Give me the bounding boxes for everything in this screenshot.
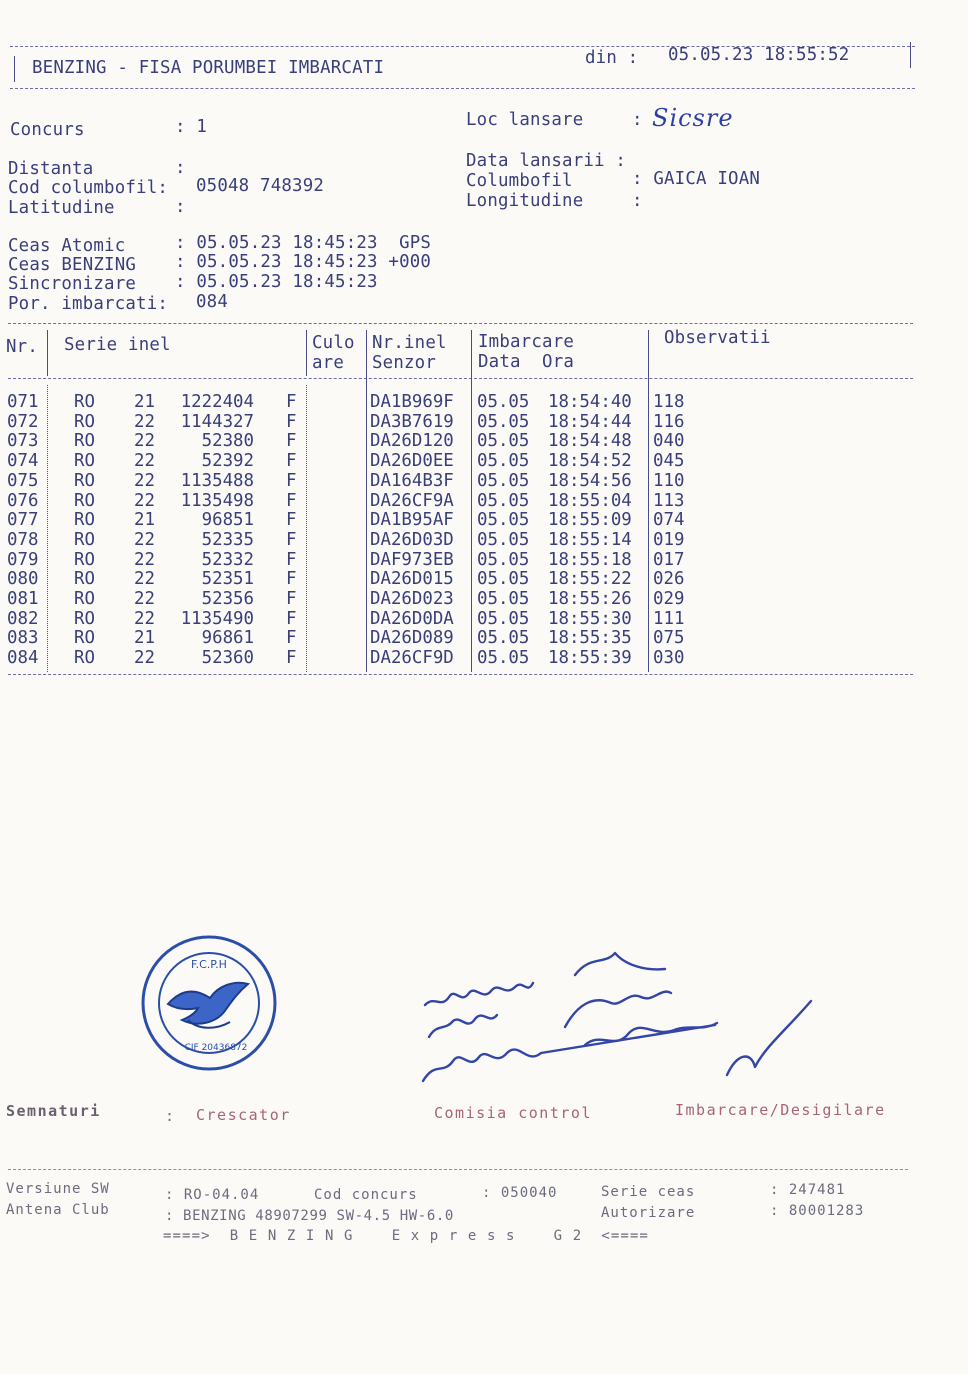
cell-nr: 082 — [7, 608, 39, 629]
cell-data: 05.05 — [477, 549, 530, 570]
cell-observatii: 074 — [653, 510, 685, 531]
cell-nr: 081 — [7, 589, 39, 609]
cell-ora: 18:55:39 — [548, 648, 632, 669]
cell-senzor: DA26D0DA — [370, 608, 454, 629]
cell-ora: 18:55:04 — [548, 490, 632, 511]
distanta-value: : — [175, 158, 186, 178]
cell-observatii: 113 — [653, 490, 685, 511]
cell-an: 22 — [134, 451, 155, 472]
cell-sex: F — [286, 470, 297, 491]
cell-ora: 18:54:44 — [548, 411, 632, 432]
imbarcare-desigilare-label: Imbarcare/Desigilare — [675, 1101, 886, 1119]
ceas-benzing-value: : 05.05.23 18:45:23 +000 — [175, 252, 432, 272]
table-row — [0, 628, 900, 648]
cell-inel: 52356 — [201, 589, 254, 609]
table-top-rule — [8, 323, 913, 324]
cell-nr: 075 — [7, 470, 39, 491]
cell-inel: 52380 — [201, 431, 254, 452]
semnaturi-colon: : — [165, 1107, 176, 1125]
cell-senzor: DA3B7619 — [370, 411, 454, 432]
cell-observatii: 111 — [653, 608, 685, 629]
cell-ora: 18:54:56 — [548, 470, 632, 491]
footer-rule — [8, 1169, 908, 1170]
latitudine-label: Latitudine — [8, 198, 115, 218]
table-row — [0, 451, 900, 471]
cell-nr: 083 — [7, 628, 39, 649]
cell-observatii: 118 — [653, 392, 685, 412]
header-imbarcare-2: Data Ora — [478, 352, 575, 372]
cell-tara: RO — [74, 569, 95, 590]
cell-observatii: 045 — [653, 451, 685, 472]
cell-sex: F — [286, 628, 297, 649]
cell-tara: RO — [74, 608, 95, 629]
cell-an: 21 — [134, 628, 155, 649]
cell-sex: F — [286, 431, 297, 452]
cell-ora: 18:55:14 — [548, 529, 632, 550]
crescator-label: Crescator — [196, 1106, 291, 1124]
cell-tara: RO — [74, 549, 95, 570]
cell-observatii: 017 — [653, 549, 685, 570]
serie-ceas-label: Serie ceas — [601, 1184, 696, 1200]
latitudine-value: : — [175, 197, 186, 217]
cell-data: 05.05 — [477, 529, 530, 550]
columbofil-value: : GAICA IOAN — [632, 169, 761, 189]
cod-columbofil-value: 05048 748392 — [196, 176, 325, 196]
benzing-express-banner: ====> B E N Z I N G E x p r e s s G 2 <==== — [163, 1228, 649, 1244]
cell-an: 22 — [134, 431, 155, 452]
cell-inel: 1135490 — [180, 608, 254, 629]
cell-an: 22 — [134, 549, 155, 570]
cell-data: 05.05 — [477, 569, 530, 590]
cod-columbofil-label: Cod columbofil: — [8, 178, 169, 198]
cell-senzor: DA26D023 — [370, 589, 454, 609]
cell-ora: 18:55:30 — [548, 608, 632, 629]
cell-nr: 080 — [7, 569, 39, 590]
ceas-atomic-value: : 05.05.23 18:45:23 GPS — [175, 233, 432, 253]
cell-senzor: DAF973EB — [370, 549, 454, 570]
cell-tara: RO — [74, 529, 95, 550]
cell-nr: 074 — [7, 451, 39, 472]
cell-tara: RO — [74, 470, 95, 491]
cell-senzor: DA164B3F — [370, 470, 454, 491]
table-col-divider — [306, 330, 307, 376]
table-row — [0, 510, 900, 530]
semnaturi-label: Semnaturi — [6, 1102, 101, 1120]
cell-inel: 1144327 — [180, 411, 254, 432]
cell-observatii: 019 — [653, 529, 685, 550]
cell-data: 05.05 — [477, 648, 530, 669]
cell-data: 05.05 — [477, 411, 530, 432]
cell-sex: F — [286, 490, 297, 511]
cell-senzor: DA1B969F — [370, 392, 454, 412]
cell-inel: 1135488 — [180, 470, 254, 491]
longitudine-value: : — [632, 191, 643, 211]
association-stamp — [138, 932, 280, 1074]
cell-ora: 18:55:09 — [548, 510, 632, 531]
cell-nr: 076 — [7, 490, 39, 511]
cell-inel: 52351 — [201, 569, 254, 590]
table-row — [0, 569, 900, 589]
cell-an: 22 — [134, 470, 155, 491]
table-row — [0, 550, 900, 570]
sincronizare-value: : 05.05.23 18:45:23 — [175, 272, 378, 292]
cell-an: 22 — [134, 529, 155, 550]
ceas-atomic-label: Ceas Atomic — [8, 236, 126, 256]
stamp-text-bottom: CIF 20436872 — [184, 1043, 248, 1053]
cell-tara: RO — [74, 628, 95, 649]
concurs-value: : 1 — [175, 117, 208, 137]
cell-data: 05.05 — [477, 392, 530, 412]
cell-data: 05.05 — [477, 608, 530, 629]
sincronizare-label: Sincronizare — [8, 274, 137, 294]
stamp-text-top: F.C.P.H — [191, 958, 227, 971]
ceas-benzing-label: Ceas BENZING — [8, 255, 137, 275]
cell-senzor: DA26D0EE — [370, 451, 454, 472]
cell-nr: 078 — [7, 529, 39, 550]
header-culoare-1: Culo — [312, 333, 355, 353]
cell-observatii: 026 — [653, 569, 685, 590]
autorizare-value: : 80001283 — [770, 1203, 865, 1219]
cell-tara: RO — [74, 431, 95, 452]
versiune-sw-value: : RO-04.04 — [165, 1187, 260, 1203]
cell-an: 22 — [134, 411, 155, 432]
cell-observatii: 075 — [653, 628, 685, 649]
cell-senzor: DA26D015 — [370, 569, 454, 590]
cell-sex: F — [286, 589, 297, 609]
header-right-bar — [910, 42, 911, 68]
cell-senzor: DA26CF9A — [370, 490, 454, 511]
table-bottom-rule — [8, 674, 913, 675]
longitudine-label: Longitudine — [466, 191, 584, 211]
cell-observatii: 116 — [653, 411, 685, 432]
cell-observatii: 110 — [653, 470, 685, 491]
print-date-value: 05.05.23 18:55:52 — [668, 45, 850, 65]
cell-data: 05.05 — [477, 431, 530, 452]
loc-lansare-colon: : — [632, 110, 643, 130]
cell-inel: 52360 — [201, 648, 254, 669]
header-serie-inel: Serie inel — [64, 335, 171, 355]
cell-inel: 96851 — [201, 510, 254, 531]
cell-nr: 079 — [7, 549, 39, 570]
cell-data: 05.05 — [477, 589, 530, 609]
concurs-label: Concurs — [10, 120, 85, 140]
cell-data: 05.05 — [477, 470, 530, 491]
table-row — [0, 412, 900, 432]
cell-sex: F — [286, 569, 297, 590]
cell-ora: 18:55:18 — [548, 549, 632, 570]
cell-observatii: 030 — [653, 648, 685, 669]
table-header-rule — [8, 378, 913, 379]
table-row — [0, 530, 900, 550]
header-nr-inel-1: Nr.inel — [372, 333, 447, 353]
cell-tara: RO — [74, 411, 95, 432]
cell-observatii: 040 — [653, 431, 685, 452]
autorizare-label: Autorizare — [601, 1205, 696, 1221]
cell-ora: 18:54:40 — [548, 392, 632, 412]
cell-senzor: DA26D03D — [370, 529, 454, 550]
table-row — [0, 392, 900, 412]
cell-sex: F — [286, 529, 297, 550]
cell-sex: F — [286, 648, 297, 669]
cell-inel: 52335 — [201, 529, 254, 550]
cell-inel: 1222404 — [180, 392, 254, 412]
cell-nr: 073 — [7, 431, 39, 452]
columbofil-label: Columbofil — [466, 171, 573, 191]
table-row — [0, 431, 900, 451]
cell-nr: 077 — [7, 510, 39, 531]
cell-tara: RO — [74, 490, 95, 511]
cod-concurs-value: : 050040 — [482, 1185, 558, 1201]
cell-data: 05.05 — [477, 628, 530, 649]
cell-inel: 96861 — [201, 628, 254, 649]
print-date-label: din : — [585, 48, 639, 68]
cell-sex: F — [286, 510, 297, 531]
document-title: BENZING - FISA PORUMBEI IMBARCATI — [32, 58, 385, 78]
cell-ora: 18:54:52 — [548, 451, 632, 472]
cell-ora: 18:55:35 — [548, 628, 632, 649]
cell-an: 21 — [134, 510, 155, 531]
table-row — [0, 609, 900, 629]
cell-an: 22 — [134, 569, 155, 590]
data-lansarii-label: Data lansarii : — [466, 151, 627, 171]
distanta-label: Distanta — [8, 159, 94, 179]
header-left-bar — [14, 56, 15, 82]
cell-an: 22 — [134, 490, 155, 511]
header-nr-inel-2: Senzor — [372, 353, 437, 373]
cell-sex: F — [286, 549, 297, 570]
header-nr: Nr. — [6, 337, 39, 357]
antena-club-value: : BENZING 48907299 SW-4.5 HW-6.0 — [165, 1208, 454, 1224]
header-bottom-rule — [10, 88, 915, 89]
cell-senzor: DA26D089 — [370, 628, 454, 649]
cell-inel: 1135498 — [180, 490, 254, 511]
table-col-divider — [47, 330, 48, 376]
cell-nr: 071 — [7, 392, 39, 412]
porumbei-imbarcati-label: Por. imbarcati: — [8, 294, 169, 314]
cell-senzor: DA26CF9D — [370, 648, 454, 669]
serie-ceas-value: : 247481 — [770, 1182, 846, 1198]
antena-club-label: Antena Club — [6, 1202, 110, 1218]
porumbei-imbarcati-value: 084 — [196, 292, 229, 312]
table-row — [0, 471, 900, 491]
loc-lansare-handwritten: Sicsre — [652, 104, 734, 132]
cell-sex: F — [286, 608, 297, 629]
table-row — [0, 589, 900, 609]
cell-senzor: DA1B95AF — [370, 510, 454, 531]
cell-ora: 18:54:48 — [548, 431, 632, 452]
cell-ora: 18:55:22 — [548, 569, 632, 590]
cell-inel: 52392 — [201, 451, 254, 472]
loc-lansare-label: Loc lansare — [466, 110, 584, 130]
header-culoare-2: are — [312, 353, 345, 373]
cell-sex: F — [286, 392, 297, 412]
cell-an: 22 — [134, 589, 155, 609]
cell-an: 22 — [134, 648, 155, 669]
cell-data: 05.05 — [477, 510, 530, 531]
versiune-sw-label: Versiune SW — [6, 1181, 110, 1197]
cell-tara: RO — [74, 589, 95, 609]
cell-tara: RO — [74, 451, 95, 472]
cell-an: 22 — [134, 608, 155, 629]
cell-observatii: 029 — [653, 589, 685, 609]
header-imbarcare-1: Imbarcare — [478, 332, 575, 352]
cell-tara: RO — [74, 392, 95, 412]
table-row — [0, 648, 900, 668]
cell-data: 05.05 — [477, 490, 530, 511]
cell-tara: RO — [74, 510, 95, 531]
cell-an: 21 — [134, 392, 155, 412]
cell-inel: 52332 — [201, 549, 254, 570]
cell-ora: 18:55:26 — [548, 589, 632, 609]
cell-nr: 084 — [7, 648, 39, 669]
cell-sex: F — [286, 411, 297, 432]
comisia-control-label: Comisia control — [434, 1104, 592, 1122]
cell-sex: F — [286, 451, 297, 472]
header-observatii: Observatii — [664, 328, 771, 348]
table-row — [0, 491, 900, 511]
cod-concurs-label: Cod concurs — [314, 1187, 418, 1203]
cell-tara: RO — [74, 648, 95, 669]
cell-nr: 072 — [7, 411, 39, 432]
cell-data: 05.05 — [477, 451, 530, 472]
cell-senzor: DA26D120 — [370, 431, 454, 452]
handwritten-signatures — [415, 935, 825, 1095]
